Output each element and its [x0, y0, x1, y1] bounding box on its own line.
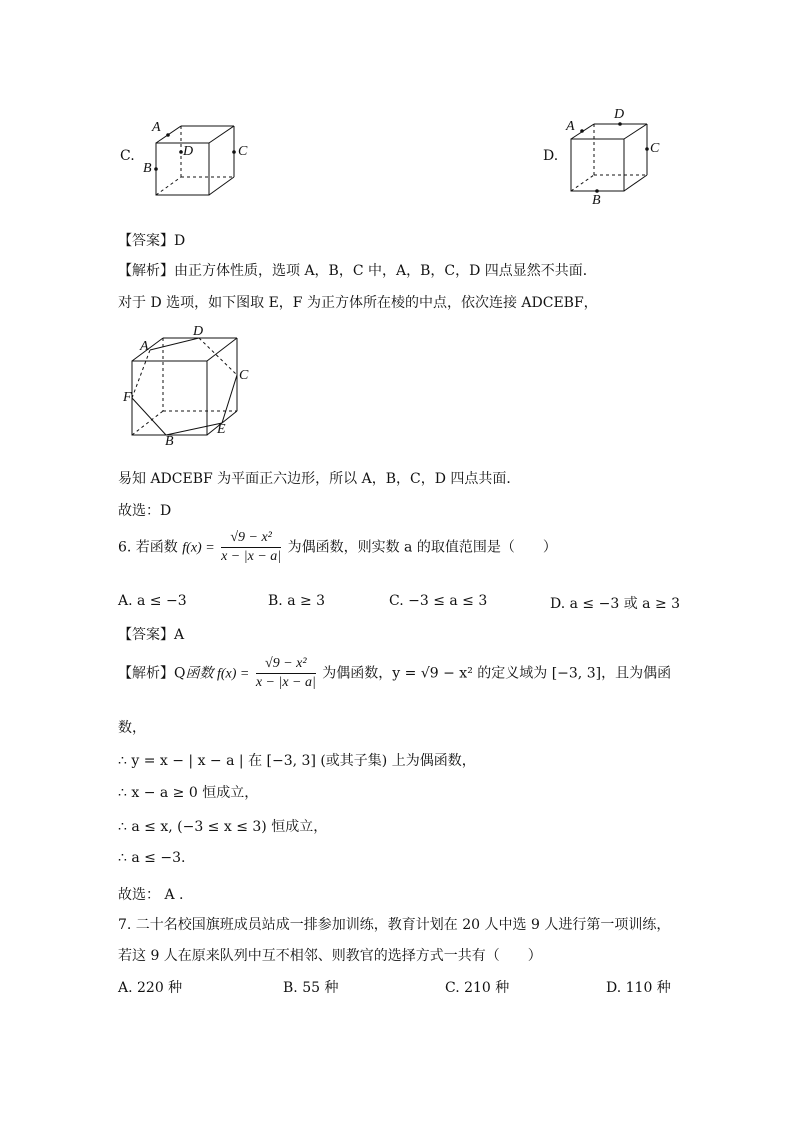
q6-analysis-prefix: 【解析】 — [118, 665, 174, 682]
q6-func: f(x) = — [182, 540, 215, 556]
fig-c-label-b: B — [143, 161, 152, 176]
q6-analysis-numerator: √9 − x² — [256, 656, 316, 674]
q7-option-b: B. 55 种 — [283, 980, 339, 996]
q6-answer: 【答案】A — [118, 627, 185, 643]
hex-label-f: F — [123, 390, 132, 405]
q5-line3: 易知 ADCEBF 为平面正六边形，所以 A，B，C，D 四点共面． — [118, 471, 521, 487]
fig-d-label-c: C — [650, 141, 660, 156]
q6-fraction — [221, 530, 281, 565]
q6-choose: 故选： A . — [118, 887, 184, 903]
fig-c-label-d: D — [183, 144, 194, 159]
q6-analysis-mid: 函数 f(x) = — [185, 666, 250, 682]
fig-c-label-a: A — [152, 120, 161, 135]
q6-stem — [118, 530, 557, 565]
q6-analysis — [118, 656, 671, 691]
q7-line2: 若这 9 人在原来队列中互不相邻、则教官的选择方式一共有（ ） — [118, 948, 542, 964]
q5-analysis-prefix: 【解析】 — [118, 263, 174, 279]
q6-analysis-denominator: x − |x − a| — [255, 675, 316, 690]
q6-analysis-fraction — [256, 656, 316, 691]
fig-d-label-d: D — [614, 107, 625, 122]
hex-label-a: A — [140, 339, 149, 354]
fig-d-label-b: B — [592, 193, 601, 208]
hex-label-e: E — [217, 422, 226, 437]
fig-d-label-a: A — [566, 119, 575, 134]
q6-denominator: x − |x − a| — [221, 549, 282, 564]
q7-option-c: C. 210 种 — [445, 980, 510, 996]
q6-numerator: √9 − x² — [221, 530, 281, 548]
q5-choose: 故选：D — [118, 503, 172, 519]
q7-option-d: D. 110 种 — [606, 980, 671, 996]
q6-step1: ∴ y = x − | x − a | 在 [−3, 3] (或其子集) 上为偶函数， — [118, 753, 476, 769]
q6-stem-suffix: 为偶函数，则实数 a 的取值范围是（ ） — [287, 539, 557, 556]
q6-step3: ∴ a ≤ x, (−3 ≤ x ≤ 3) 恒成立， — [118, 819, 328, 835]
q7-option-a: A. 220 种 — [118, 980, 183, 996]
q6-option-c: C. −3 ≤ a ≤ 3 — [389, 593, 488, 609]
q6-option-d: D. a ≤ −3 或 a ≥ 3 — [550, 596, 681, 612]
q5-answer: 【答案】D — [118, 233, 186, 249]
q7-line1: 7. 二十名校国旗班成员站成一排参加训练，教育计划在 20 人中选 9 人进行第一项训练， — [118, 917, 671, 933]
q6-analysis-wrap: 数， — [118, 720, 146, 736]
q6-option-b: B. a ≥ 3 — [268, 593, 326, 609]
q6-stem-prefix: 6. 若函数 — [118, 539, 178, 556]
q6-step4: ∴ a ≤ −3. — [118, 850, 186, 866]
q5-analysis-text: 由正方体性质，选项 A，B，C 中，A，B，C，D 四点显然不共面． — [174, 263, 597, 279]
hex-label-d: D — [193, 324, 204, 339]
because-glyph: Q — [174, 665, 186, 682]
q6-step2: ∴ x − a ≥ 0 恒成立， — [118, 785, 259, 801]
fig-c-label-c: C — [238, 144, 248, 159]
q5-line2: 对于 D 选项，如下图取 E，F 为正方体所在棱的中点，依次连接 ADCEBF， — [118, 295, 598, 311]
q6-analysis-tail: 为偶函数，y = √9 − x² 的定义域为 [−3, 3]，且为偶函 — [322, 665, 672, 682]
q6-option-a: A. a ≤ −3 — [118, 593, 187, 609]
hex-label-c: C — [239, 368, 249, 383]
option-d-label: D. — [543, 148, 559, 164]
option-c-label: C. — [120, 148, 135, 164]
hex-label-b: B — [165, 434, 174, 449]
